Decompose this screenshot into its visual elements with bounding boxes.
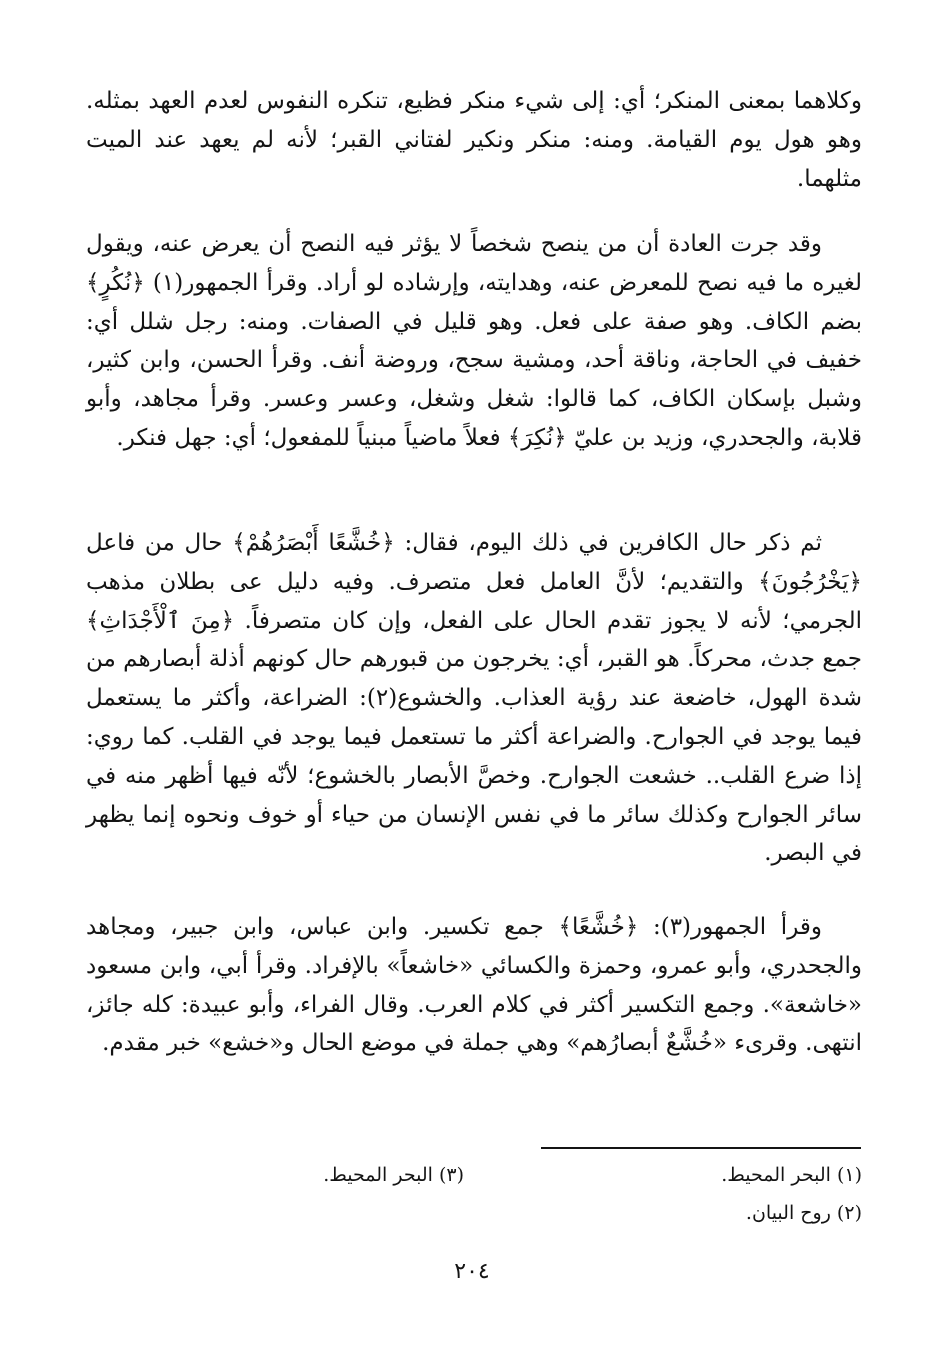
paragraph-1 (86, 82, 862, 198)
page-number: ٢٠٤ (454, 1259, 490, 1284)
footnote-divider (541, 1147, 861, 1149)
footnote-2: (٢) روح البيان. (745, 1202, 862, 1224)
paragraph-4-text: وقرأ الجمهور(٣): ﴿خُشَّعًا﴾ جمع تكسير. وابن عباس، وابن جبير، ومجاهد والجحدري، وأبو عمرو، وحمزة والكسائي «خاشعاً» بالإفراد. وقرأ أبي، وابن مسعود «خاشعة». وجمع التكسير أكثر في كلام العرب. وقال الفراء، وأبو عبيدة: كله جائز، انتهى. وقرىء «خُشَّعٌ أبصارُهم» وهي جملة في موضع الحال و«خشع» خبر مقدم. (86, 914, 862, 1057)
paragraph-3 (86, 524, 862, 873)
footnote-1: (١) البحر المحيط. (721, 1164, 862, 1186)
paragraph-2-text: وقد جرت العادة أن من ينصح شخصاً لا يؤثر فيه النصح أن يعرض عنه، ويقول لغيره ما فيه نصح للمعرض عنه، وهدايته، وإرشاده لو أراد. وقرأ الجمهور(١) ﴿نُكُرٍ﴾ بضم الكاف. وهو صفة على فعل. وهو قليل في الصفات. ومنه: رجل شلل أي: خفيف في الحاجة، وناقة أحد، ومشية سجح، وروضة أنف. وقرأ الحسن، وابن كثير، وشبل بإسكان الكاف، كما قالوا: شغل وشغل، وعسر وعسر. وقرأ مجاهد، وأبو قلابة، والجحدري، وزيد بن عليّ ﴿نُكِرَ﴾ فعلاً ماضياً مبنياً للمفعول؛ أي: جهل فنكر. (86, 231, 862, 451)
paragraph-4 (86, 908, 862, 1063)
paragraph-1-text: وكلاهما بمعنى المنكر؛ أي: إلى شيء منكر فظيع، تنكره النفوس لعدم العهد بمثله. وهو هول يوم القيامة. ومنه: منكر ونكير لفتاني القبر؛ لأنه لم يعهد عند الميت مثلهما. (86, 88, 862, 192)
footnote-3: (٣) البحر المحيط. (323, 1164, 464, 1186)
paragraph-3-text: ثم ذكر حال الكافرين في ذلك اليوم، فقال: ﴿خُشَّعًا أَبْصَرُهُمْ﴾ حال من فاعل ﴿يَخْرُجُونَ﴾ والتقديم؛ لأنَّ العامل فعل متصرف. وفيه دليل عى بطلان مذهب الجرمي؛ لأنه لا يجوز تقدم الحال على الفعل، وإن كان متصرفاً. ﴿مِنَ ٱلْأَجْدَاثِ﴾ جمع جدث، محركاً. هو القبر، أي: يخرجون من قبورهم حال كونهم أذلة أبصارهم من شدة الهول، خاضعة عند رؤية العذاب. والخشوع(٢): الضراعة، وأكثر ما يستعمل فيما يوجد في الجوارح. والضراعة أكثر ما تستعمل فيما يوجد في القلب. كما روي: إذا ضرع القلب.. خشعت الجوارح. وخصَّ الأبصار بالخشوع؛ لأنّه فيها أظهر منه في سائر الجوارح وكذلك سائر ما في نفس الإنسان من حياء أو خوف ونحوه إنما يظهر في البصر. (86, 530, 863, 867)
paragraph-2 (86, 225, 862, 458)
